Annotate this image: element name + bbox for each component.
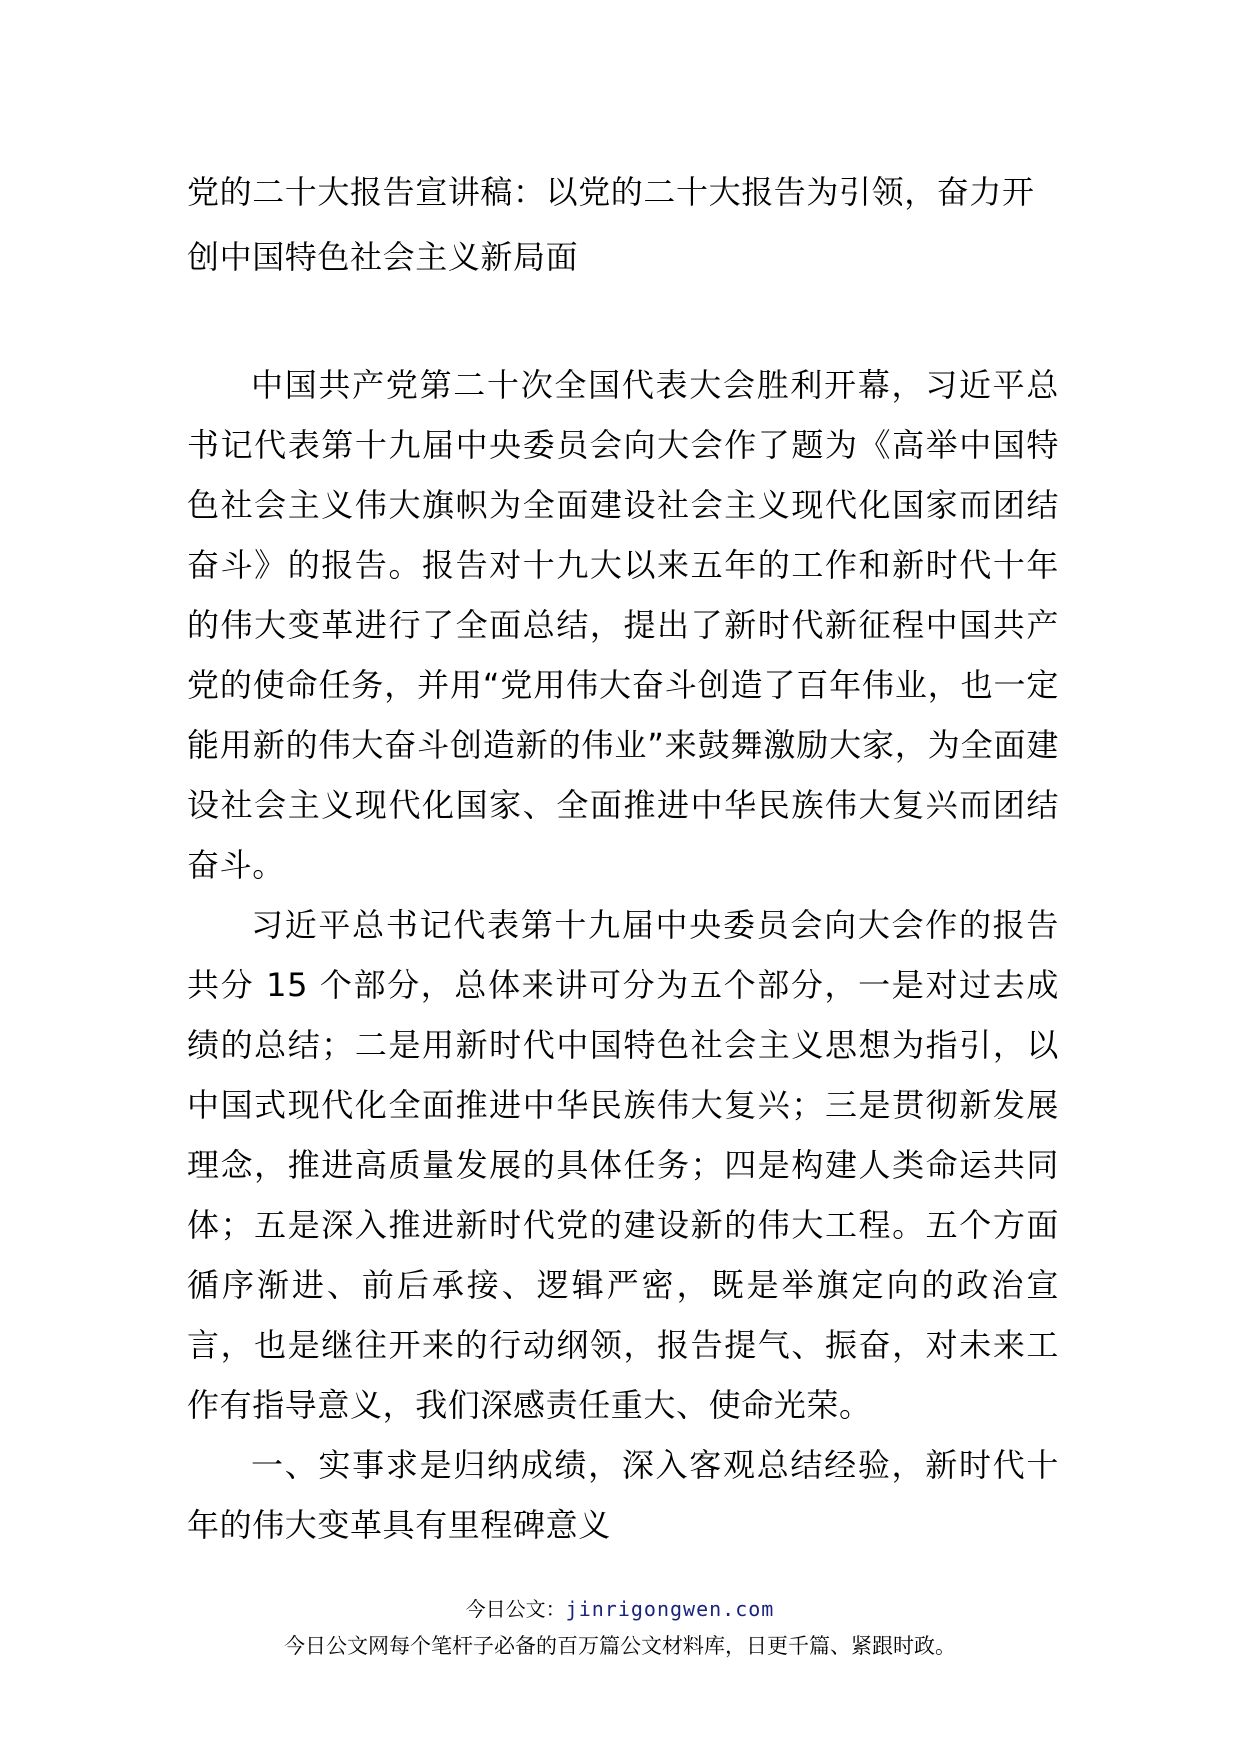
document-title: 党的二十大报告宣讲稿：以党的二十大报告为引领，奋力开创中国特色社会主义新局面 <box>187 173 1035 276</box>
section-heading-one: 一、实事求是归纳成绩，深入客观总结经验，新时代十年的伟大变革具有里程碑意义 <box>187 1446 1059 1544</box>
paragraph-summary: 习近平总书记代表第十九届中央委员会向大会作的报告共分 15 个部分，总体来讲可分为五个部分，一是对过去成绩的总结；二是用新时代中国特色社会主义思想为指引，以中国式现代化全面推进中华民族伟大复兴；三是贯彻新发展理念，推进高质量发展的具体任务；四是构建人类命运共同体；五是深入推进新时代党的建设新的伟大工程。五个方面循序渐进、前后承接、逻辑严密，既是举旗定向的政治宣言，也是继往开来的行动纲领，报告提气、振奋，对未来工作有指导意义，我们深感责任重大、使命光荣。 <box>187 906 1059 1424</box>
footer-tagline: 今日公文网每个笔杆子必备的百万篇公文材料库，日更千篇、紧跟时政。 <box>284 1634 956 1658</box>
paragraph-intro: 中国共产党第二十次全国代表大会胜利开幕，习近平总书记代表第十九届中央委员会向大会作了题为《高举中国特色社会主义伟大旗帜为全面建设社会主义现代化国家而团结奋斗》的报告。报告对十九大以来五年的工作和新时代十年的伟大变革进行了全面总结，提出了新时代新征程中国共产党的使命任务，并用“党用伟大奋斗创造了百年伟业，也一定能用新的伟大奋斗创造新的伟业”来鼓舞激励大家，为全面建设社会主义现代化国家、全面推进中华民族伟大复兴而团结奋斗。 <box>187 366 1059 884</box>
footer-site-link[interactable]: jinrigongwen.com <box>565 1597 775 1621</box>
footer-source <box>0 1593 1240 1622</box>
document-body <box>187 355 1059 1555</box>
footer-site-label: 今日公文： <box>465 1597 566 1621</box>
